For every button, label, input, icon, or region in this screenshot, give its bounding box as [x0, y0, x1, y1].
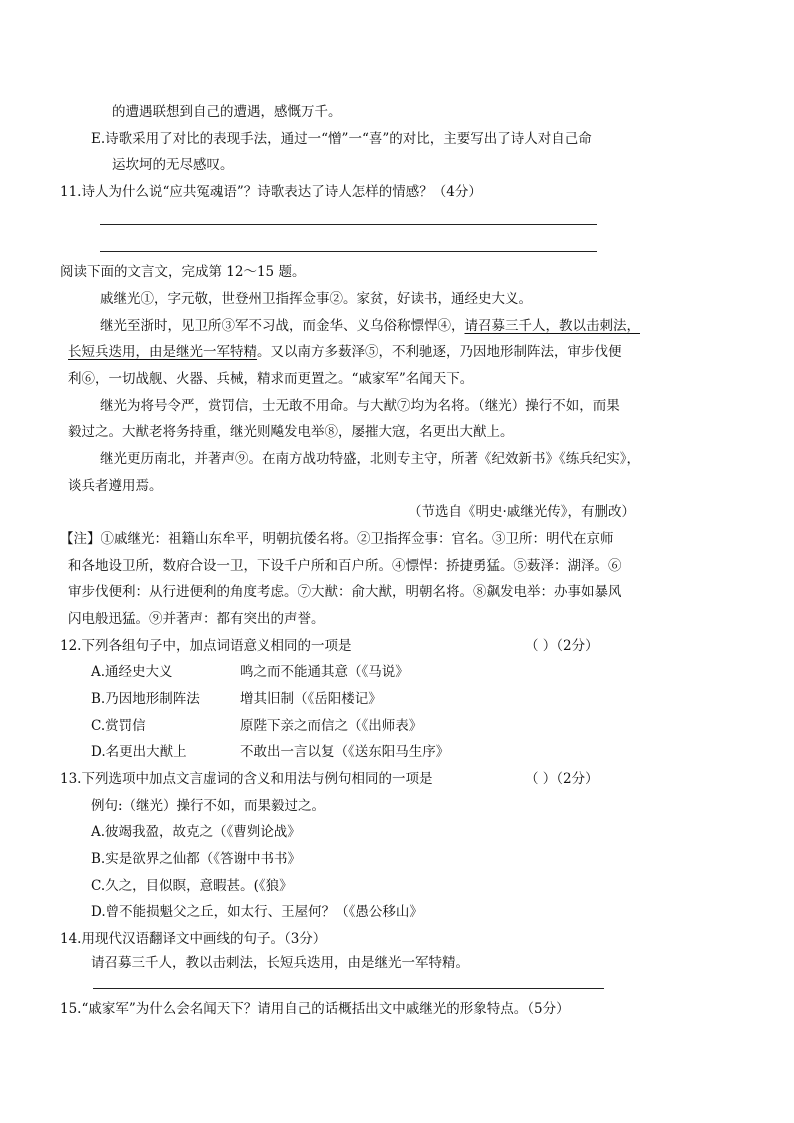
q13-answer-blank[interactable]: （ ）（2分）: [525, 771, 599, 787]
q12-option-a-right: 鸣之而不能通其意（《马说》: [240, 664, 409, 680]
passage-paragraph-2-line-3: 利⑥，一切战舰、火器、兵械，精求而更置之。“戚家军”名闻天下。: [68, 371, 474, 387]
q14-answer-line[interactable]: [93, 988, 604, 989]
passage-paragraph-3-line-2: 毅过之。大猷老将务持重，继光则飚发电举⑧，屡摧大寇，名更出大猷上。: [68, 424, 514, 440]
q10-option-d-continuation: 的遭遇联想到自己的遭遇，感慨万千。: [112, 104, 342, 120]
paragraph-2-text: 继光至浙时，见卫所③军不习战，而金华、义乌俗称慓悍④，: [100, 318, 465, 334]
q13-example: 例句:（继光）操行不如，而果毅过之。: [91, 798, 326, 814]
q12-option-a-left: A.通经史大义: [91, 664, 173, 680]
notes-line-4: 闪电般迅猛。⑨并著声：都有突出的声誉。: [68, 611, 325, 627]
notes-line-1: 【注】①戚继光：祖籍山东牟平，明朝抗倭名将。②卫指挥佥事：官名。③卫所：明代在京师: [60, 531, 614, 547]
passage-source: （节选自《明史·戚继光传》，有删改）: [408, 504, 636, 520]
q14-sentence: 请召募三千人，教以击刺法，长短兵迭用，由是继光一军特精。: [91, 955, 469, 971]
passage-paragraph-1: 戚继光①，字元敬，世登州卫指挥佥事②。家贫，好读书，通经史大义。: [100, 291, 532, 307]
passage-paragraph-4-line-1: 继光更历南北，并著声⑨。在南方战功特盛，北则专主守，所著《纪效新书》《练兵纪实》，: [100, 451, 640, 467]
q12-option-c-left: C.赏罚信: [91, 718, 146, 734]
q11-answer-line-2[interactable]: [100, 251, 597, 252]
q12-option-b-right: 增其旧制（《岳阳楼记》: [240, 691, 382, 707]
q12-answer-blank[interactable]: （ ）（2分）: [525, 638, 599, 654]
q13-option-a: A.彼竭我盈，故克之（《曹刿论战》: [91, 824, 301, 840]
passage-intro: 阅读下面的文言文，完成第 12～15 题。: [60, 264, 306, 280]
q11-answer-line-1[interactable]: [100, 224, 597, 225]
passage-paragraph-2-line-1: [100, 316, 640, 336]
q10-option-e-line1: E.诗歌采用了对比的表现手法，通过一“憎”一“喜”的对比，主要写出了诗人对自己命: [91, 131, 592, 147]
q12-option-d-left: D.名更出大猷上: [91, 744, 187, 760]
q12-option-d-right: 不敢出一言以复（《送东阳马生序》: [240, 744, 450, 760]
passage-paragraph-4-line-2: 谈兵者遵用焉。: [68, 478, 163, 494]
passage-paragraph-2-line-2: [68, 342, 622, 362]
passage-paragraph-3-line-1: 继光为将号令严，赏罚信，士无敢不用命。与大猷⑦均为名将。（继光）操行不如，而果: [100, 398, 620, 414]
notes-line-2: 和各地设卫所，数府合设一卫，下设千户所和百户所。④慓悍：挢捷勇猛。⑤薮泽：湖泽。⑥: [68, 558, 622, 574]
q13-stem: 13.下列选项中加点文言虚词的含义和用法与例句相同的一项是: [60, 771, 433, 787]
underlined-sentence-part-2: 长短兵迭用，由是继光一军特精: [68, 344, 257, 360]
q15-stem: 15.“戚家军”为什么会名闻天下？请用自己的话概括出文中戚继光的形象特点。（5分）: [60, 1001, 570, 1017]
underlined-sentence-part-1: 请召募三千人，教以击刺法，: [464, 318, 640, 334]
q13-option-c: C.久之，目似瞑，意暇甚。(《狼》: [91, 878, 293, 894]
notes-line-3: 审步伐便利：从行进便利的角度考虑。⑦大猷：俞大猷，明朝名将。⑧飙发电举：办事如暴风: [68, 584, 622, 600]
q12-option-b-left: B.乃因地形制阵法: [91, 691, 200, 707]
paragraph-2-text-cont: 。又以南方多薮泽⑤，不利驰逐，乃因地形制阵法，审步伐便: [257, 344, 622, 360]
q10-option-e-line2: 运坎坷的无尽感叹。: [112, 157, 234, 173]
q13-option-d: D.曾不能损魁父之丘，如太行、王屋何？（《愚公移山》: [91, 904, 423, 920]
q12-stem: 12.下列各组句子中，加点词语意义相同的一项是: [60, 638, 352, 654]
q14-stem: 14.用现代汉语翻译文中画线的句子。（3分）: [60, 931, 327, 947]
q12-option-c-right: 原陛下亲之而信之（《出师表》: [240, 718, 423, 734]
q13-option-b: B.实是欲界之仙都（《答谢中书书》: [91, 851, 301, 867]
q11-stem: 11.诗人为什么说“应共冤魂语”？诗歌表达了诗人怎样的情感？（4分）: [60, 184, 482, 200]
